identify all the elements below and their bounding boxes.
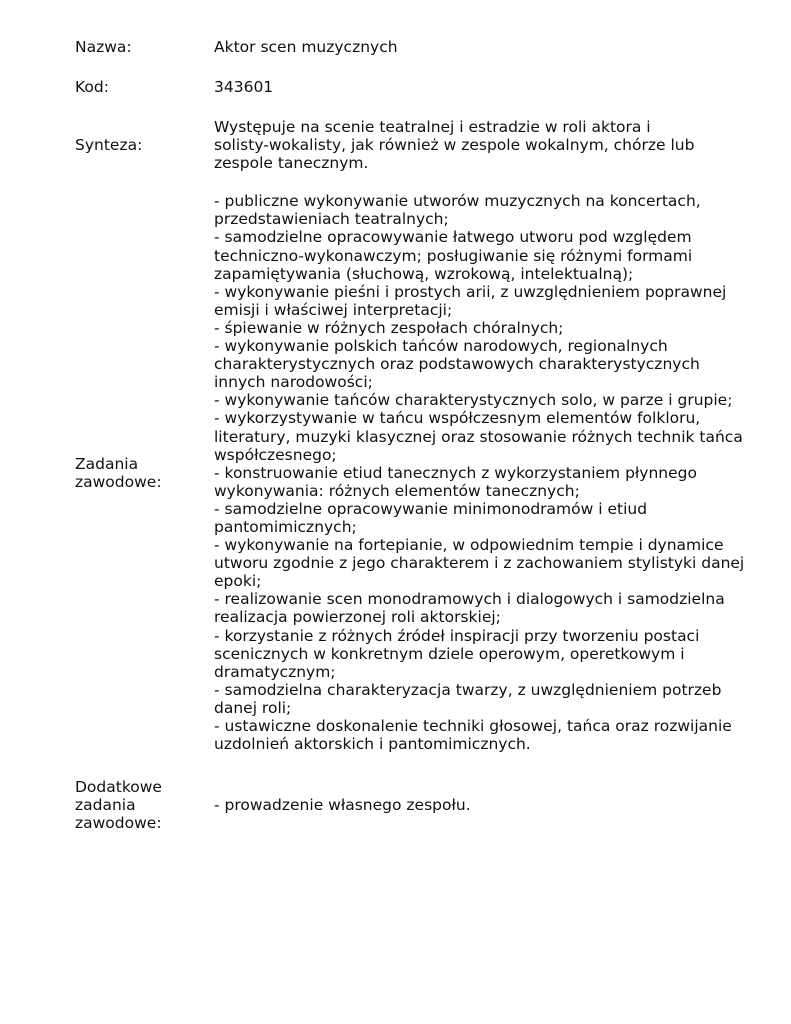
name-row [75,38,755,56]
task-line: zapamiętywania (słuchową, wzrokową, intelektualną); [214,264,634,283]
task-line: - wykorzystywanie w tańcu współczesnym elementów folkloru, [214,409,701,428]
synthesis-row [75,118,755,172]
task-line: innych narodowości; [214,373,373,392]
task-line: - publiczne wykonywanie utworów muzycznych na koncertach, [214,192,701,211]
task-line: utworu zgodnie z jego charakterem i z zachowaniem stylistyki danej [214,554,745,573]
task-line: charakterystycznych oraz podstawowych charakterystycznych [214,355,700,374]
tasks-label-line: zawodowe: [75,472,162,491]
tasks-label [75,455,214,491]
extra-tasks-row [75,778,755,832]
task-line: - wykonywanie na fortepianie, w odpowiednim tempie i dynamice [214,536,724,555]
task-line: techniczno-wykonawczym; posługiwanie się różnymi formami [214,246,693,265]
task-line: - ustawiczne doskonalenie techniki głosowej, tańca oraz rozwijanie [214,717,732,735]
synthesis-text [214,118,755,172]
occupation-card [75,38,755,832]
task-line: epoki; [214,572,262,591]
extra-tasks-label-line: Dodatkowe [75,778,162,797]
code-row [75,78,755,96]
task-line: literatury, muzyki klasycznej oraz stosowanie różnych technik tańca [214,427,743,446]
code-label: Kod: [75,77,109,96]
tasks-row [75,192,755,753]
task-line: - realizowanie scen monodramowych i dialogowych i samodzielna [214,590,725,609]
name-value: Aktor scen muzycznych [214,37,398,56]
task-line: - wykonywanie tańców charakterystycznych solo, w parze i grupie; [214,391,733,410]
synthesis-line: zespole tanecznym. [214,154,369,173]
task-line: danej roli; [214,698,292,717]
task-line: - samodzielna charakteryzacja twarzy, z uwzględnieniem potrzeb [214,680,722,699]
tasks-list [214,192,755,753]
extra-tasks-label [75,778,214,832]
task-line: - wykonywanie polskich tańców narodowych, regionalnych [214,337,668,356]
task-line: scenicznych w konkretnym dziele operowym, operetkowym i [214,644,685,663]
extra-tasks-label-line: zawodowe: [75,814,162,833]
name-label: Nazwa: [75,37,132,56]
task-line: - śpiewanie w różnych zespołach chóralnych; [214,318,564,337]
extra-tasks-list [214,796,755,814]
task-line: przedstawieniach teatralnych; [214,210,449,229]
synthesis-label: Synteza: [75,136,143,155]
task-line: wykonywania: różnych elementów tanecznych; [214,481,580,500]
task-line: - konstruowanie etiud tanecznych z wykorzystaniem płynnego [214,463,697,482]
task-line: - samodzielne opracowywanie minimonodramów i etiud [214,499,648,518]
task-line: realizacja powierzonej roli aktorskiej; [214,608,501,627]
task-line: - samodzielne opracowywanie łatwego utworu pod względem [214,228,692,247]
extra-tasks-label-line: zadania [75,796,136,815]
task-line: pantomimicznych; [214,517,357,536]
task-line: współczesnego; [214,445,337,464]
synthesis-line: solisty-wokalisty, jak również w zespole wokalnym, chórze lub [214,136,695,155]
task-line: dramatycznym; [214,662,336,681]
task-line: - korzystanie z różnych źródeł inspiracji przy tworzeniu postaci [214,626,700,645]
task-line: - wykonywanie pieśni i prostych arii, z uwzględnieniem poprawnej [214,282,727,301]
code-value: 343601 [214,77,274,96]
task-line: emisji i właściwej interpretacji; [214,300,453,319]
synthesis-line: Występuje na scenie teatralnej i estradzie w roli aktora i [214,118,651,136]
task-line: uzdolnień aktorskich i pantomimicznych. [214,735,531,754]
tasks-label-line: Zadania [75,454,139,473]
extra-task-line: - prowadzenie własnego zespołu. [214,796,471,815]
